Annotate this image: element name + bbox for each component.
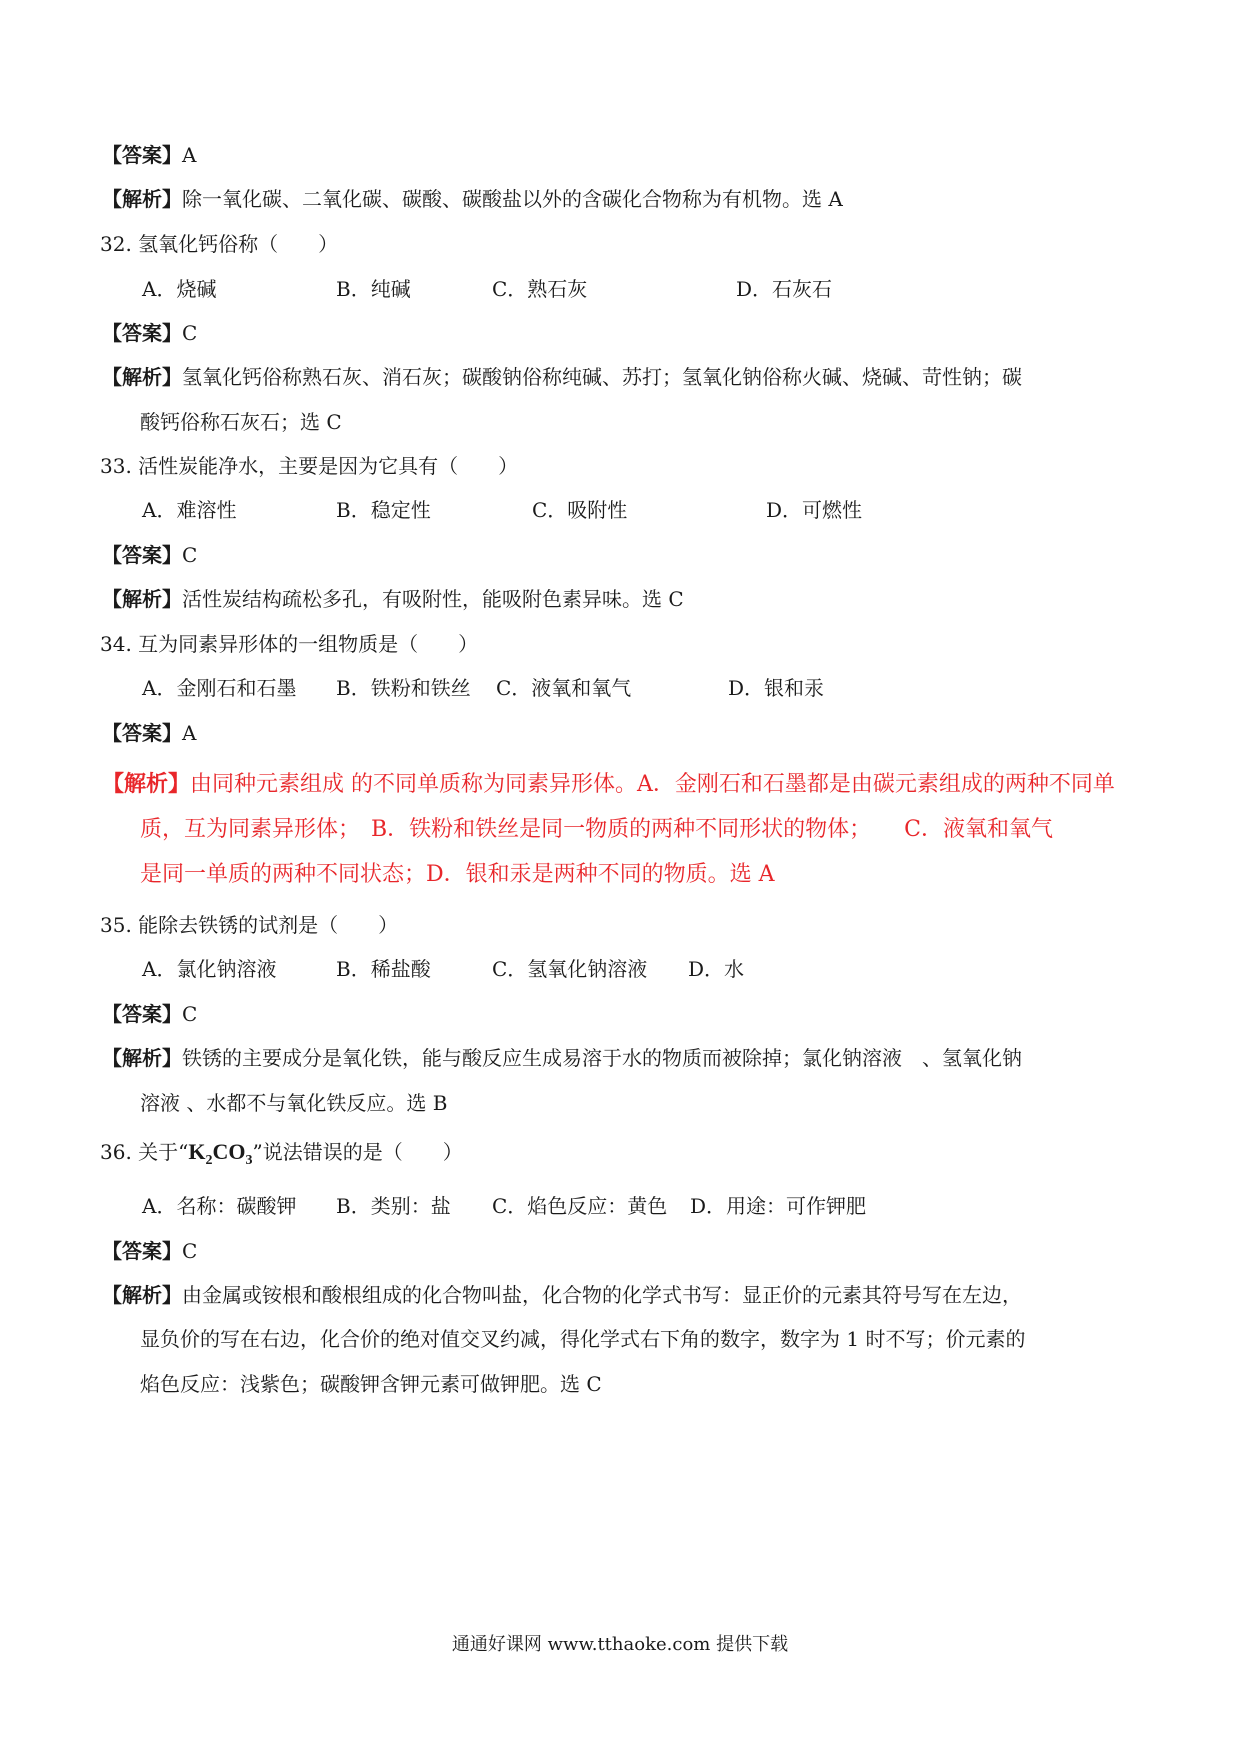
answer-line — [102, 1001, 197, 1027]
answer-line — [102, 720, 196, 746]
question-35: 35. 能除去铁锈的试剂是（ ） — [100, 913, 399, 937]
q32-option-b: B．纯碱 — [336, 277, 411, 301]
formula-element-k: K — [188, 1139, 206, 1164]
analysis-line — [102, 1045, 1022, 1071]
q32-option-a: A．烧碱 — [142, 277, 217, 301]
question-33: 33. 活性炭能净水，主要是因为它具有（ ） — [100, 454, 519, 478]
q36-option-c: C．焰色反应：黄色 — [492, 1194, 668, 1218]
answer-label: 【答案】 — [102, 1002, 182, 1026]
analysis-continuation: 是同一单质的两种不同状态；D．银和汞是两种不同的物质。选 A — [140, 862, 775, 887]
question-36 — [100, 1139, 463, 1174]
page-footer: 通通好课网 www.tthaoke.com 提供下载 — [451, 1634, 789, 1655]
answer-value: C — [182, 1239, 198, 1263]
analysis-text: 氢氧化钙俗称熟石灰、消石灰；碳酸钠俗称纯碱、苏打；氢氧化钠俗称火碱、烧碱、苛性钠；碳 — [182, 365, 1022, 389]
q33-option-b: B．稳定性 — [336, 498, 431, 522]
answer-label: 【答案】 — [102, 1239, 182, 1263]
analysis-label: 【解析】 — [102, 187, 182, 211]
answer-value: C — [182, 543, 198, 567]
analysis-line-highlighted — [102, 771, 1115, 798]
question-32: 32. 氢氧化钙俗称（ ） — [100, 232, 339, 256]
analysis-label: 【解析】 — [102, 771, 191, 797]
analysis-continuation: 显负价的写在右边，化合价的绝对值交叉约减，得化学式右下角的数字，数字为 1 时不写；价元素的 — [140, 1327, 1026, 1351]
q36-option-b: B．类别：盐 — [336, 1194, 451, 1218]
analysis-label: 【解析】 — [102, 1283, 182, 1307]
q35-option-a: A．氯化钠溶液 — [142, 957, 277, 981]
answer-value: C — [182, 321, 198, 345]
q34-option-d: D．银和汞 — [728, 676, 825, 700]
analysis-line — [102, 186, 843, 212]
analysis-text: 除一氧化碳、二氧化碳、碳酸、碳酸盐以外的含碳化合物称为有机物。选 A — [182, 187, 843, 211]
answer-label: 【答案】 — [102, 543, 182, 567]
analysis-label: 【解析】 — [102, 587, 182, 611]
answer-value: C — [182, 1002, 198, 1026]
q35-option-d: D．水 — [688, 957, 745, 981]
analysis-continuation: 酸钙俗称石灰石；选 C — [140, 410, 342, 434]
formula-k2co3 — [188, 1139, 253, 1168]
q34-option-c: C．液氧和氧气 — [496, 676, 632, 700]
analysis-continuation: 质，互为同素异形体； B．铁粉和铁丝是同一物质的两种不同形状的物体； C．液氧和氧气 — [140, 817, 1054, 842]
q33-option-d: D．可燃性 — [766, 498, 863, 522]
q32-option-c: C．熟石灰 — [492, 277, 588, 301]
q33-option-a: A．难溶性 — [142, 498, 237, 522]
analysis-text: 由同种元素组成 的不同单质称为同素异形体。A．金刚石和石墨都是由碳元素组成的两种不同单 — [190, 772, 1115, 797]
answer-line — [102, 142, 196, 168]
q36-option-d: D．用途：可作钾肥 — [690, 1194, 867, 1218]
answer-value: A — [182, 721, 197, 745]
formula-subscript: 2 — [205, 1153, 213, 1168]
answer-line — [102, 320, 197, 346]
formula-group-co: CO — [212, 1139, 246, 1164]
q33-option-c: C．吸附性 — [532, 498, 628, 522]
answer-label: 【答案】 — [102, 721, 182, 745]
answer-value: A — [182, 143, 197, 167]
analysis-continuation: 溶液 、水都不与氧化铁反应。选 B — [140, 1091, 448, 1115]
analysis-label: 【解析】 — [102, 1046, 182, 1070]
answer-line — [102, 542, 197, 568]
analysis-line — [102, 1282, 1022, 1308]
analysis-label: 【解析】 — [102, 365, 182, 389]
analysis-continuation: 焰色反应：浅紫色；碳酸钾含钾元素可做钾肥。选 C — [140, 1372, 602, 1396]
answer-label: 【答案】 — [102, 143, 182, 167]
answer-line — [102, 1238, 197, 1264]
answer-label: 【答案】 — [102, 321, 182, 345]
question-34: 34. 互为同素异形体的一组物质是（ ） — [100, 632, 479, 656]
formula-subscript: 3 — [245, 1153, 253, 1168]
question-36-prefix: 36. 关于“ — [100, 1140, 189, 1164]
analysis-text: 由金属或铵根和酸根组成的化合物叫盐，化合物的化学式书写：显正价的元素其符号写在左边， — [182, 1283, 1022, 1307]
q34-option-b: B．铁粉和铁丝 — [336, 676, 471, 700]
analysis-line — [102, 364, 1022, 390]
q36-option-a: A．名称：碳酸钾 — [142, 1194, 297, 1218]
q35-option-b: B．稀盐酸 — [336, 957, 431, 981]
analysis-text: 铁锈的主要成分是氧化铁，能与酸反应生成易溶于水的物质而被除掉；氯化钠溶液 、氢氧化钠 — [182, 1046, 1022, 1070]
q34-option-a: A．金刚石和石墨 — [142, 676, 297, 700]
question-36-suffix: ”说法错误的是（ ） — [252, 1140, 463, 1164]
q35-option-c: C．氢氧化钠溶液 — [492, 957, 648, 981]
q32-option-d: D．石灰石 — [736, 277, 833, 301]
analysis-line — [102, 586, 684, 612]
analysis-text: 活性炭结构疏松多孔，有吸附性，能吸附色素异味。选 C — [182, 587, 684, 611]
